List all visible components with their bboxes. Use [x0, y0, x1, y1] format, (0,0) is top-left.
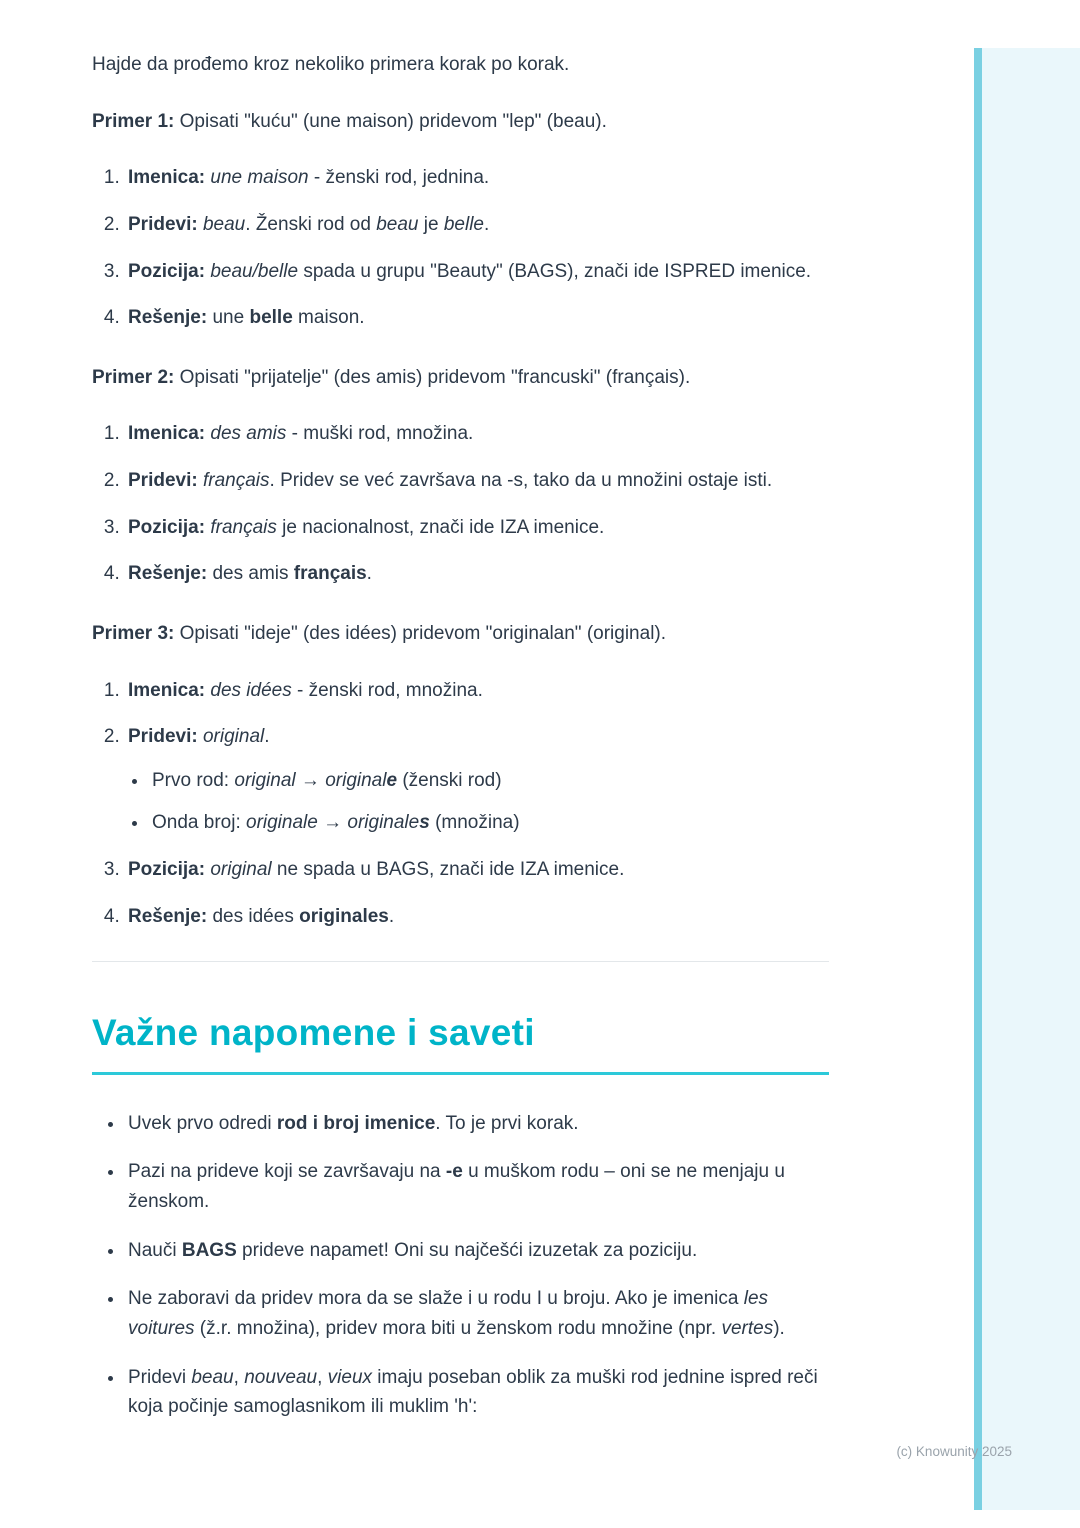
step-item: 1. Imenica: une maison - ženski rod, jednina.: [125, 163, 829, 193]
step-text: Pridevi: original.: [128, 726, 270, 748]
example-3: [92, 619, 829, 931]
step-item: 4. Rešenje: des idées originales.: [125, 902, 829, 932]
example-2: [92, 363, 829, 589]
side-accent-panel: [982, 48, 1080, 1510]
sub-step-item: • Onda broj: originale → originales (množina): [149, 808, 829, 838]
example-1-steps: [92, 163, 829, 333]
example-1: [92, 107, 829, 333]
copyright-text: (c) Knowunity 2025: [896, 1443, 1012, 1459]
example-1-title: Primer 1: Opisati "kuću" (une maison) pridevom "lep" (beau).: [92, 110, 607, 132]
step-item: 3. Pozicija: français je nacionalnost, znači ide IZA imenice.: [125, 513, 829, 543]
step-item: 4. Rešenje: des amis français.: [125, 559, 829, 589]
step-item: 4. Rešenje: une belle maison.: [125, 303, 829, 333]
step-item: 3. Pozicija: beau/belle spada u grupu "Beauty" (BAGS), znači ide ISPRED imenice.: [125, 257, 829, 287]
step-item: 1. Imenica: des idées - ženski rod, množina.: [125, 676, 829, 706]
side-accent-bar: [974, 48, 982, 1510]
step-item: 3. Pozicija: original ne spada u BAGS, znači ide IZA imenice.: [125, 855, 829, 885]
intro-paragraph: Hajde da prođemo kroz nekoliko primera korak po korak.: [92, 54, 570, 75]
note-item: • Pazi na prideve koji se završavaju na -e u muškom rodu – oni se ne menjaju u ženskom.: [125, 1157, 829, 1216]
note-item: • Nauči BAGS prideve napamet! Oni su najčešći izuzetak za poziciju.: [125, 1236, 829, 1266]
section-divider: [92, 961, 829, 962]
notes-heading: Važne napomene i saveti: [92, 1012, 829, 1075]
example-3-steps: [92, 676, 829, 932]
content-column: [92, 50, 829, 1441]
example-3-title: Primer 3: Opisati "ideje" (des idées) pridevom "originalan" (original).: [92, 622, 667, 644]
step-item: [125, 722, 829, 838]
note-item: • Uvek prvo odredi rod i broj imenice. To je prvi korak.: [125, 1109, 829, 1139]
example-2-steps: [92, 419, 829, 589]
notes-list: [92, 1109, 829, 1422]
note-item: • Ne zaboravi da pridev mora da se slaže i u rodu I u broju. Ako je imenica les voitures (ž.r. množina), pridev mora biti u ženskom rodu množine (npr. vertes).: [125, 1284, 829, 1343]
sub-step-item: • Prvo rod: original → originale (ženski rod): [149, 766, 829, 796]
note-item: • Pridevi beau, nouveau, vieux imaju poseban oblik za muški rod jednine ispred reči koja počinje samoglasnikom ili muklim 'h':: [125, 1363, 829, 1422]
step-item: 2. Pridevi: beau. Ženski rod od beau je belle.: [125, 210, 829, 240]
sub-steps: [128, 766, 829, 838]
step-item: 2. Pridevi: français. Pridev se već završava na -s, tako da u množini ostaje isti.: [125, 466, 829, 496]
example-2-title: Primer 2: Opisati "prijatelje" (des amis) pridevom "francuski" (français).: [92, 366, 691, 388]
step-item: 1. Imenica: des amis - muški rod, množina.: [125, 419, 829, 449]
